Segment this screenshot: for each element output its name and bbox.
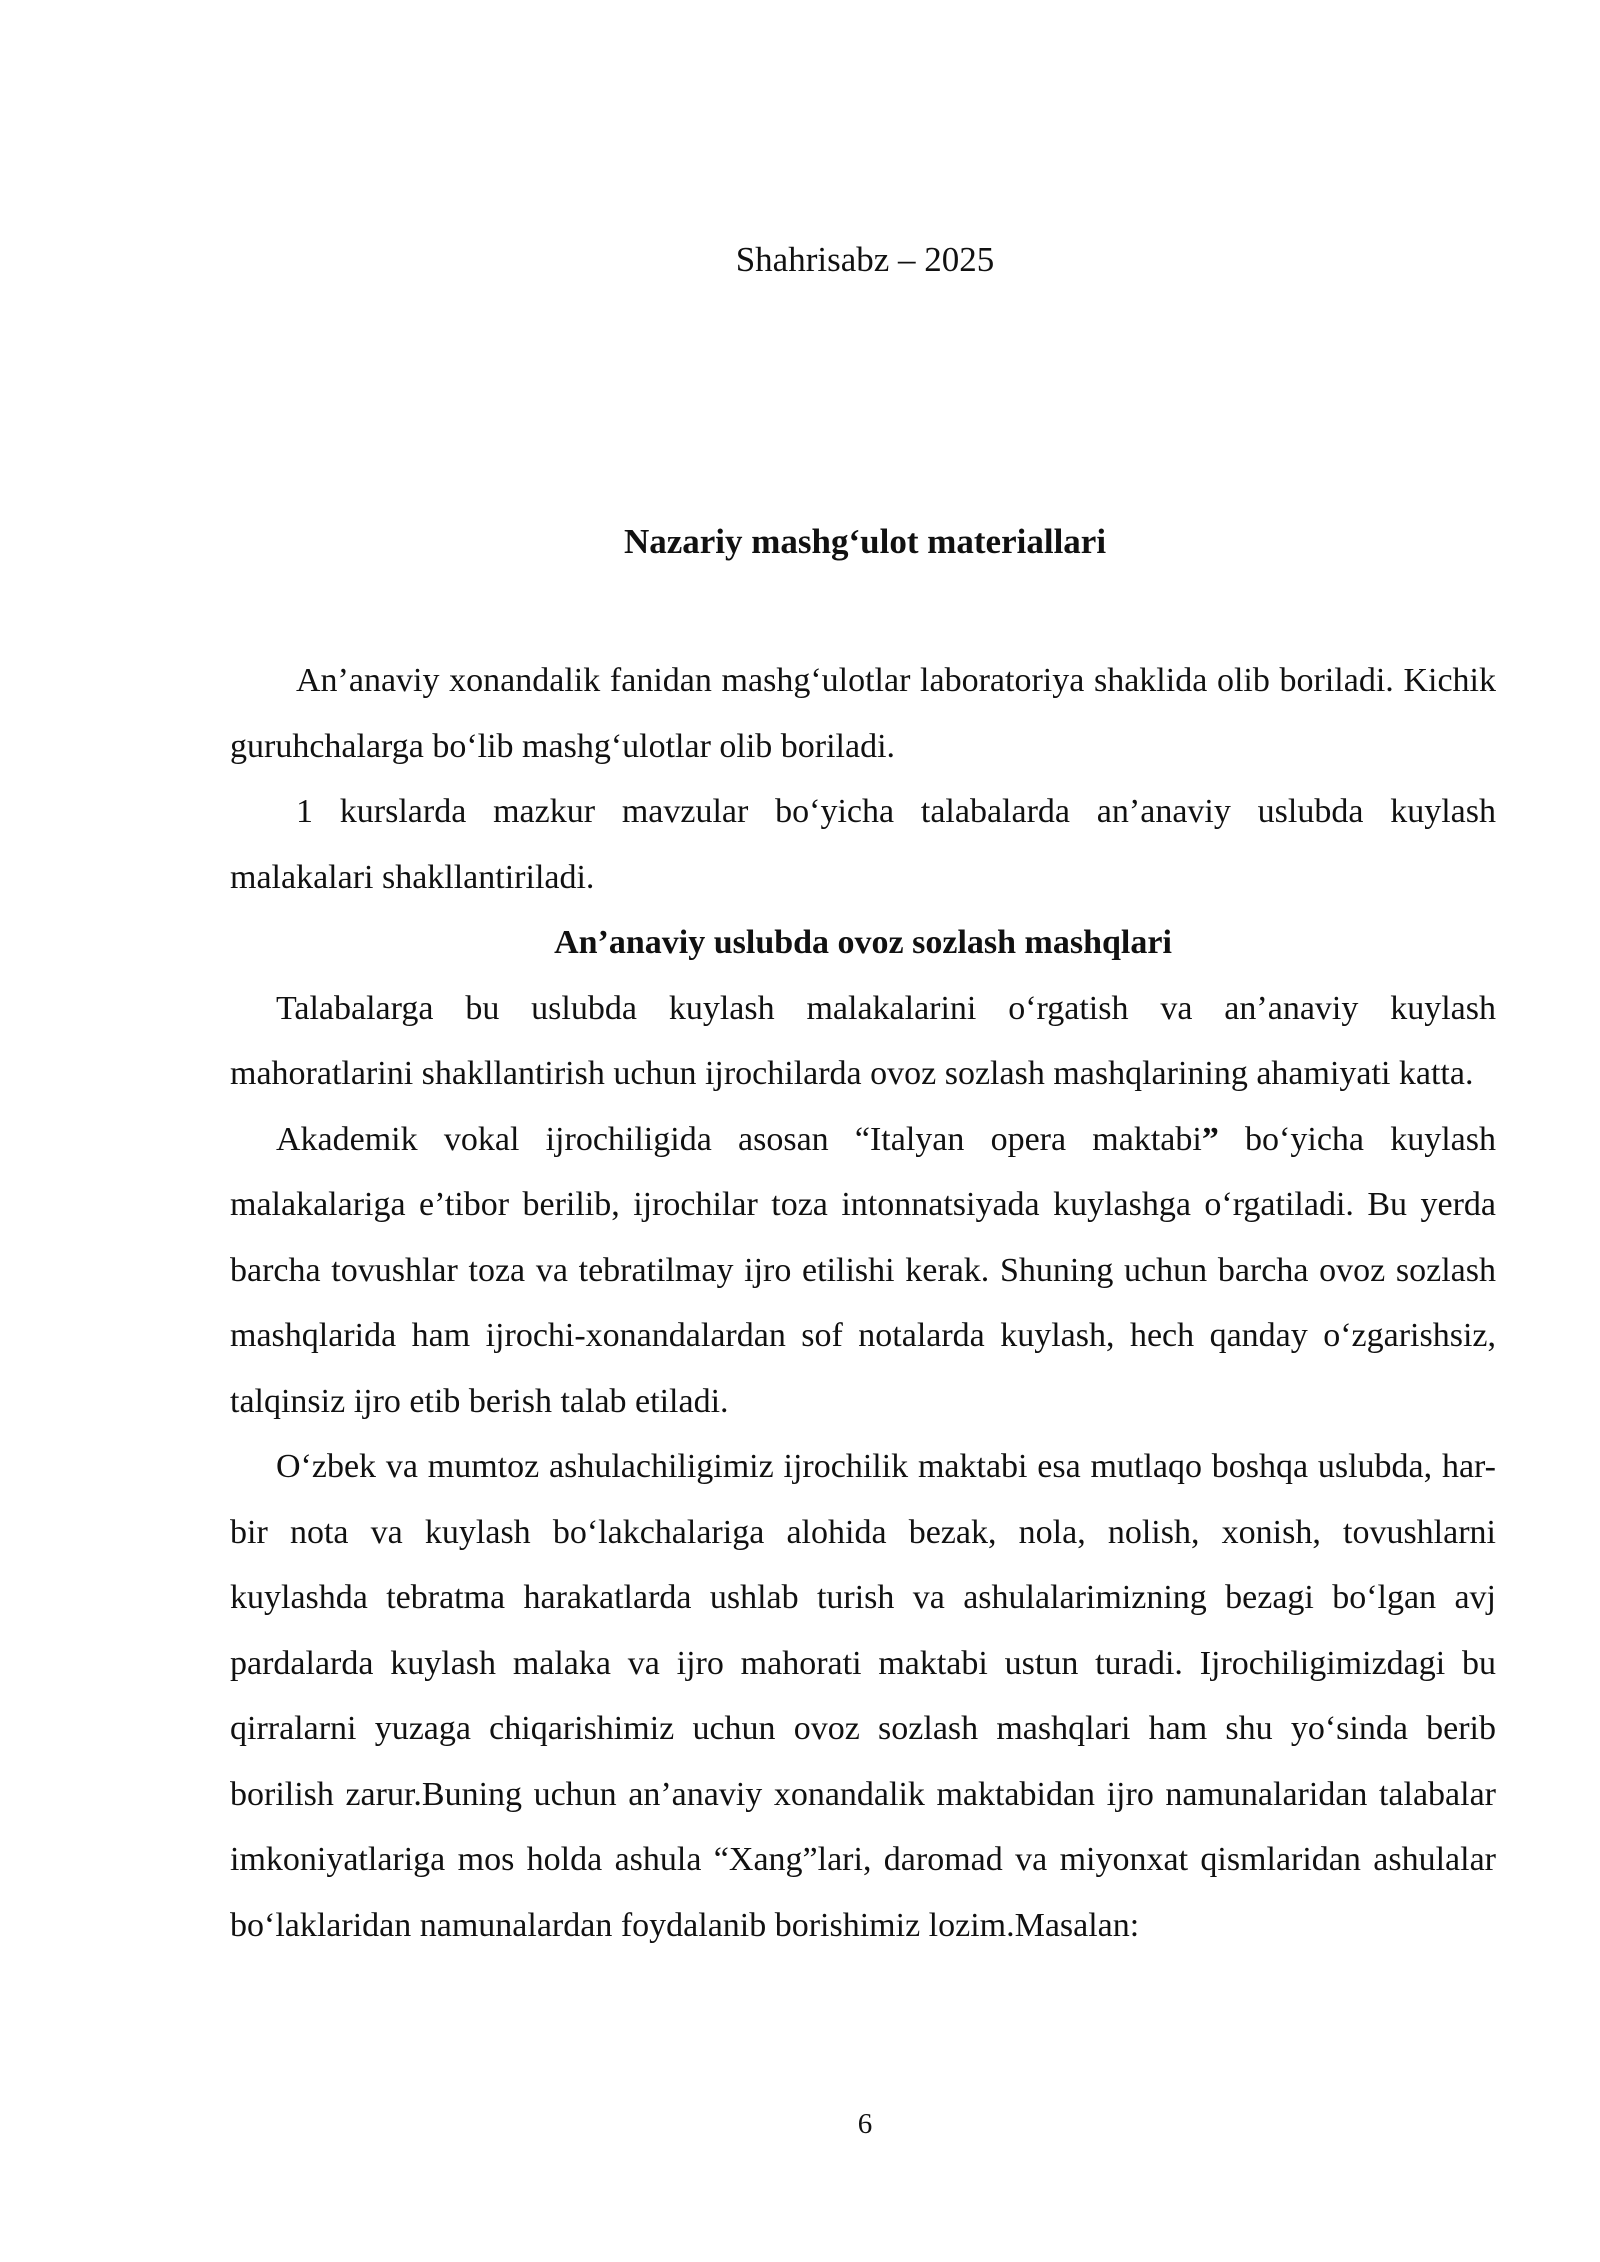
paragraph-uzbek-school: O‘zbek va mumtoz ashulachiligimiz ijrochilik maktabi esa mutlaqo boshqa uslubda, har-bir nota va kuylash bo‘lakchalariga alohida bezak, nola, nolish, xonish, tovushlarni kuylashda tebratma harakatlarda ushlab turish va ashulalarimizning bezagi bo‘lgan avj pardalarda kuylash malaka va ijro mahorati maktabi ustun turadi. Ijrochiligimizdagi bu qirralarni yuzaga chiqarishimiz uchun ovoz sozlash mashqlari ham shu yo‘sinda berib borilish zarur.Buning uchun an’anaviy xonandalik maktabidan ijro namunalaridan talabalar imkoniyatlariga mos holda ashula “Xang”lari, daromad va miyonxat qismlaridan ashulalar bo‘laklaridan namunalardan foydalanib borishimiz lozim.Masalan: [230,1448,1496,1944]
place-year: Shahrisabz – 2025 [735,240,995,279]
paragraph-importance: Talabalarga bu uslubda kuylash malakalarini o‘rgatish va an’anaviy kuylash mahoratlarini shakllantirish uchun ijrochilarda ovoz sozlash mashqlarining ahamiyati katta. [230,989,1496,1092]
body-text [230,648,1496,1958]
paragraph-courses: 1 kurslarda mazkur mavzular bo‘yicha talabalarda an’anaviy uslubda kuylash malakalari shakllantiriladi. [230,793,1496,896]
page-number: 6 [857,2108,873,2140]
subsection-title: An’anaviy uslubda ovoz sozlash mashqlari [554,924,1172,961]
closing-quote-bold: ” [1201,1120,1219,1158]
section-title: Nazariy mashg‘ulot materiallari [623,522,1107,561]
academic-vocal-text-end: bo‘yicha kuylash malakalariga e’tibor berilib, ijrochilar toza intonnatsiyada kuylashga o‘rgatiladi. Bu yerda barcha tovushlar toza va tebratilmay ijro etilishi kerak. Shuning uchun barcha ovoz sozlash mashqlarida ham ijrochi-xonandalardan sof notalarda kuylash, hech qanday o‘zgarishsiz, talqinsiz ijro etib berish talab etiladi. [230,1120,1496,1420]
academic-vocal-text-start: Akademik vokal ijrochiligida asosan “Italyan opera maktabi [276,1120,1202,1158]
paragraph-academic-vocal [230,1107,1496,1435]
paragraph-intro: An’anaviy xonandalik fanidan mashg‘ulotlar laboratoriya shaklida olib boriladi. Kichik guruhchalarga bo‘lib mashg‘ulotlar olib boriladi. [230,662,1496,765]
